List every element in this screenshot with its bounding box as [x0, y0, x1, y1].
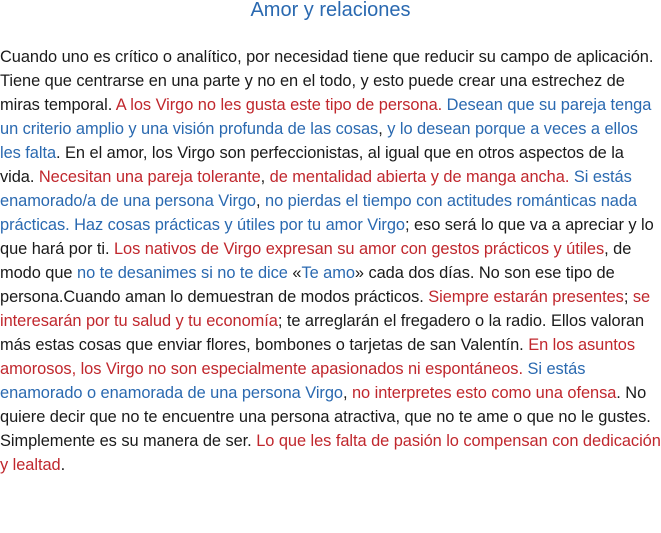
- text-segment: no te desanimes si no te dice: [77, 264, 288, 282]
- text-segment: ,: [256, 192, 266, 210]
- text-segment: En los asuntos amorosos, los Virgo no son especialmente apasionados ni espontáneos.: [0, 336, 636, 378]
- text-segment: no interpretes esto como una ofensa: [351, 384, 617, 402]
- text-segment: Necesitan una pareja tolerante: [38, 168, 261, 186]
- text-segment: «: [287, 264, 302, 282]
- text-segment: , de modo que: [0, 240, 632, 282]
- text-segment: se interesarán por tu salud y tu economía: [0, 288, 651, 330]
- text-segment: Los nativos de Virgo expresan su amor con gestos prácticos y útiles: [113, 240, 605, 258]
- text-segment: Desean que su pareja tenga un criterio amplio y una visión profunda de las cosas: [0, 96, 652, 138]
- text-segment: » cada dos días. No son ese tipo de persona.Cuando aman lo demuestran de modos prácticos.: [0, 264, 615, 306]
- text-segment: Si estás enamorado/a de una persona Virgo: [0, 168, 632, 210]
- text-segment: ,: [342, 384, 352, 402]
- text-segment: Si estás enamorado o enamorada de una persona Virgo: [0, 360, 586, 402]
- text-segment: . No quiere decir que no te encuentre una persona atractiva, que no te ame o que no le gustes. Simplemente es su manera de ser.: [0, 384, 651, 450]
- text-segment: ;: [623, 288, 633, 306]
- text-segment: de mentalidad abierta y de manga ancha.: [269, 168, 570, 186]
- text-segment: ; te arreglarán el fregadero o la radio. Ellos valoran más estas cosas que enviar flores, bombones o tarjetas de san Valentín.: [0, 312, 645, 354]
- text-segment: Lo que les falta de pasión lo compensan con dedicación y lealtad: [0, 432, 661, 474]
- body-paragraph: [0, 45, 661, 477]
- text-segment: no pierdas el tiempo con actitudes románticas nada prácticas. Haz cosas prácticas y útiles por tu amor Virgo: [0, 192, 637, 234]
- text-segment: Cuando uno es crítico o analítico, por necesidad tiene que reducir su campo de aplicación. Tiene que centrarse en una parte y no en el todo, y esto puede crear una estrechez de miras temporal.: [0, 48, 654, 114]
- text-segment: ,: [260, 168, 270, 186]
- text-segment: .: [60, 456, 66, 474]
- text-segment: ; eso será lo que va a apreciar y lo que hará por ti.: [0, 216, 654, 258]
- text-segment: y lo desean porque a veces a ellos les falta: [0, 120, 638, 162]
- text-segment: ,: [378, 120, 388, 138]
- text-segment: Siempre estarán presentes: [428, 288, 624, 306]
- page-title: Amor y relaciones: [250, 0, 411, 21]
- text-segment: . En el amor, los Virgo son perfeccionistas, al igual que en otros aspectos de la vida.: [0, 144, 624, 186]
- text-segment: Te amo: [301, 264, 355, 282]
- text-segment: A los Virgo no les gusta este tipo de persona.: [115, 96, 443, 114]
